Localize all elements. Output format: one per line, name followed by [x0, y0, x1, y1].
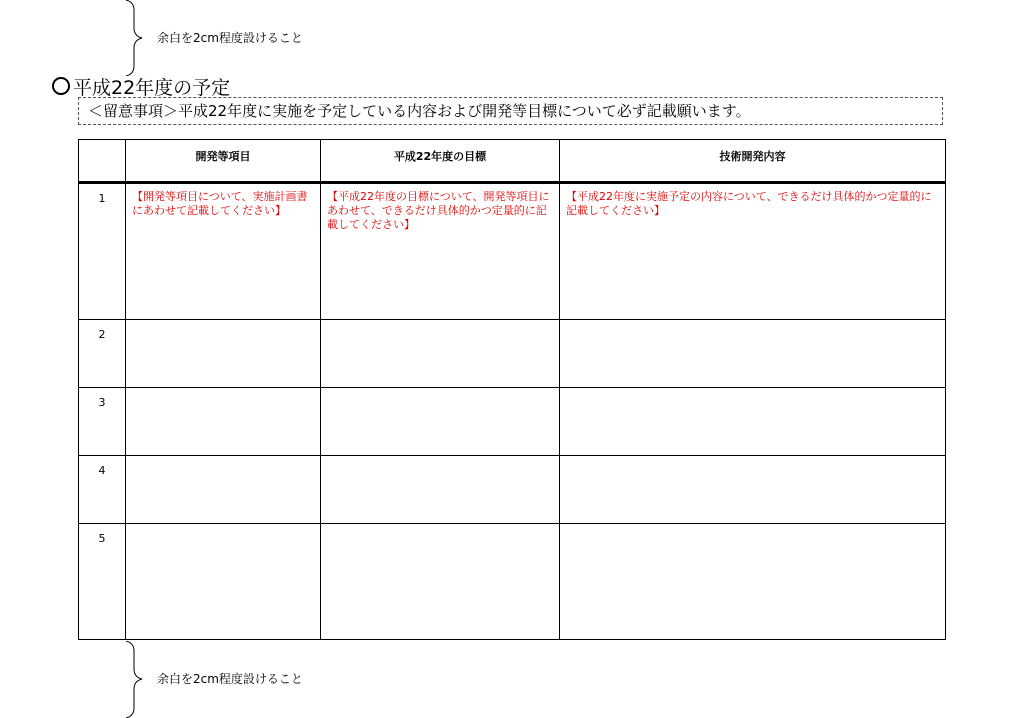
section-title-text: 平成22年度の予定 [73, 77, 231, 99]
content-cell[interactable]: 【平成22年度に実施予定の内容について、できるだけ具体的かつ定量的に記載してください】 [560, 183, 946, 320]
item-cell[interactable] [126, 320, 321, 388]
section-title [52, 76, 230, 99]
row-number: 3 [79, 388, 126, 456]
goal-cell[interactable] [321, 456, 560, 524]
header-goal: 平成22年度の目標 [321, 140, 560, 183]
content-cell[interactable] [560, 524, 946, 640]
notice-box: ＜留意事項＞平成22年度に実施を予定している内容および開発等目標について必ず記載願います。 [78, 97, 943, 125]
table-header-row [79, 140, 946, 183]
goal-cell[interactable]: 【平成22年度の目標について、開発等項目にあわせて、できるだけ具体的かつ定量的に記載してください】 [321, 183, 560, 320]
plan-table [78, 139, 946, 640]
table-row [79, 183, 946, 320]
table-row [79, 320, 946, 388]
item-cell[interactable] [126, 456, 321, 524]
table-row [79, 456, 946, 524]
goal-cell[interactable] [321, 320, 560, 388]
content-cell[interactable] [560, 456, 946, 524]
header-item: 開発等項目 [126, 140, 321, 183]
row-number: 5 [79, 524, 126, 640]
table-row [79, 388, 946, 456]
goal-cell[interactable] [321, 524, 560, 640]
item-cell[interactable]: 【開発等項目について、実施計画書にあわせて記載してください】 [126, 183, 321, 320]
content-cell[interactable] [560, 388, 946, 456]
header-content: 技術開発内容 [560, 140, 946, 183]
item-cell[interactable] [126, 388, 321, 456]
bottom-margin-note: 余白を2cm程度設けること [157, 672, 303, 686]
header-number [79, 140, 126, 183]
row-number: 4 [79, 456, 126, 524]
circle-bullet-icon [52, 77, 70, 95]
table-row [79, 524, 946, 640]
bottom-margin-brace-icon [124, 641, 146, 718]
content-cell[interactable] [560, 320, 946, 388]
goal-cell[interactable] [321, 388, 560, 456]
item-cell[interactable] [126, 524, 321, 640]
top-margin-note: 余白を2cm程度設けること [157, 31, 303, 45]
row-number: 2 [79, 320, 126, 388]
row-number: 1 [79, 183, 126, 320]
top-margin-brace-icon [124, 0, 146, 76]
